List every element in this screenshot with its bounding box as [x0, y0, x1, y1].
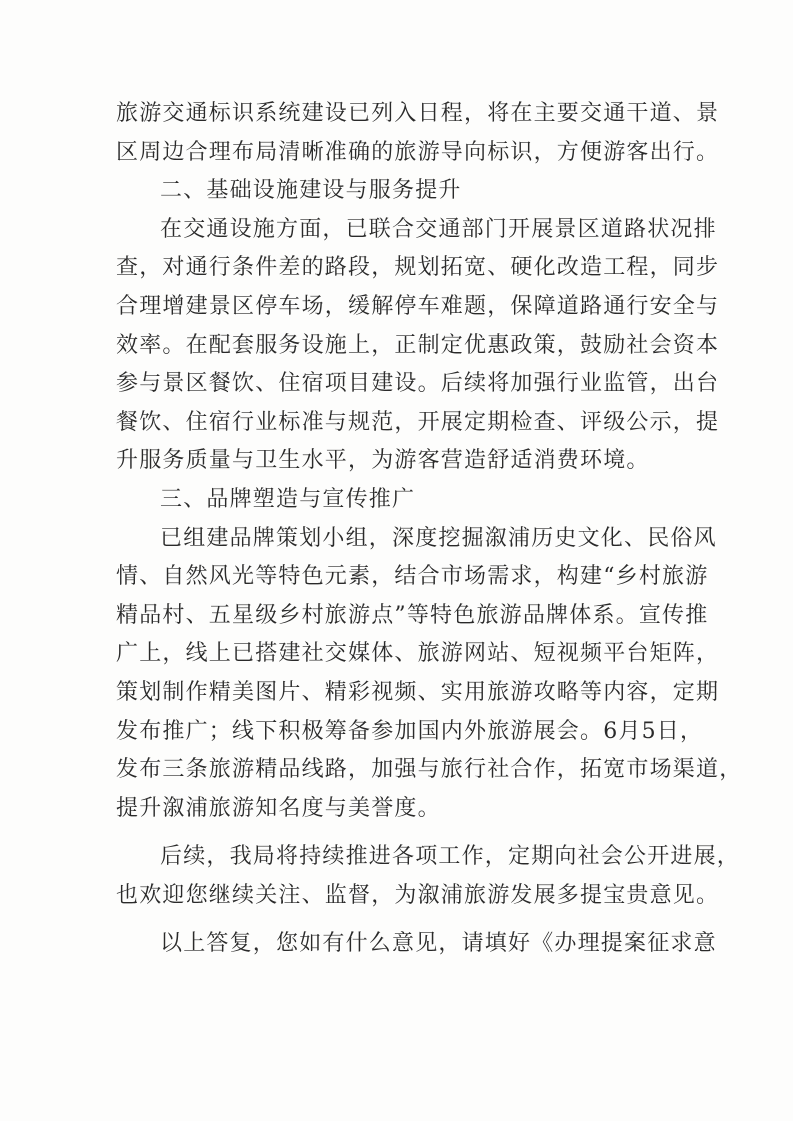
text-line: 查，对通行条件差的路段，规划拓宽、硬化改造工程，同步: [116, 255, 720, 281]
text-line: 餐饮、住宿行业标准与规范，开展定期检查、评级公示，提: [116, 409, 720, 435]
text-line: 以上答复，您如有什么意见，请填好《办理提案征求意: [160, 931, 717, 957]
text-line: 策划制作精美图片、精彩视频、实用旅游攻略等内容，定期: [116, 679, 720, 705]
text-line: 合理增建景区停车场，缓解停车难题，保障道路通行安全与: [116, 293, 720, 319]
text-line: 后续，我局将持续推进各项工作，定期向社会公开进展，: [160, 844, 741, 870]
section-heading-2: 二、基础设施建设与服务提升: [160, 178, 462, 204]
text-line: 参与景区餐饮、住宿项目建设。后续将加强行业监管，出台: [116, 371, 720, 397]
text-line: 发布推广；线下积极筹备参加国内外旅游展会。6月5日，: [116, 718, 704, 744]
text-line: 也欢迎您继续关注、监督，为溆浦旅游发展多提宝贵意见。: [116, 882, 720, 908]
text-line: 区周边合理布局清晰准确的旅游导向标识，方便游客出行。: [116, 139, 720, 165]
text-line: 精品村、五星级乡村旅游点”等特色旅游品牌体系。宣传推: [116, 602, 709, 628]
document-body: [116, 95, 743, 964]
text-line: 情、自然风光等特色元素，结合市场需求，构建“乡村旅游: [116, 564, 709, 590]
text-line: 升服务质量与卫生水平，为游客营造舒适消费环境。: [116, 448, 650, 474]
section-heading-3: 三、品牌塑造与宣传推广: [160, 486, 416, 512]
text-line: 已组建品牌策划小组，深度挖掘溆浦历史文化、民俗风: [160, 525, 717, 551]
text-line: 提升溆浦旅游知名度与美誉度。: [116, 795, 441, 821]
text-line: 效率。在配套服务设施上，正制定优惠政策，鼓励社会资本: [116, 332, 720, 358]
text-line: 在交通设施方面，已联合交通部门开展景区道路状况排: [160, 216, 717, 242]
text-line: 发布三条旅游精品线路，加强与旅行社合作，拓宽市场渠道，: [116, 757, 743, 783]
text-line: 旅游交通标识系统建设已列入日程，将在主要交通干道、景: [116, 101, 720, 126]
text-line: 广上，线上已搭建社交媒体、旅游网站、短视频平台矩阵，: [116, 641, 720, 667]
